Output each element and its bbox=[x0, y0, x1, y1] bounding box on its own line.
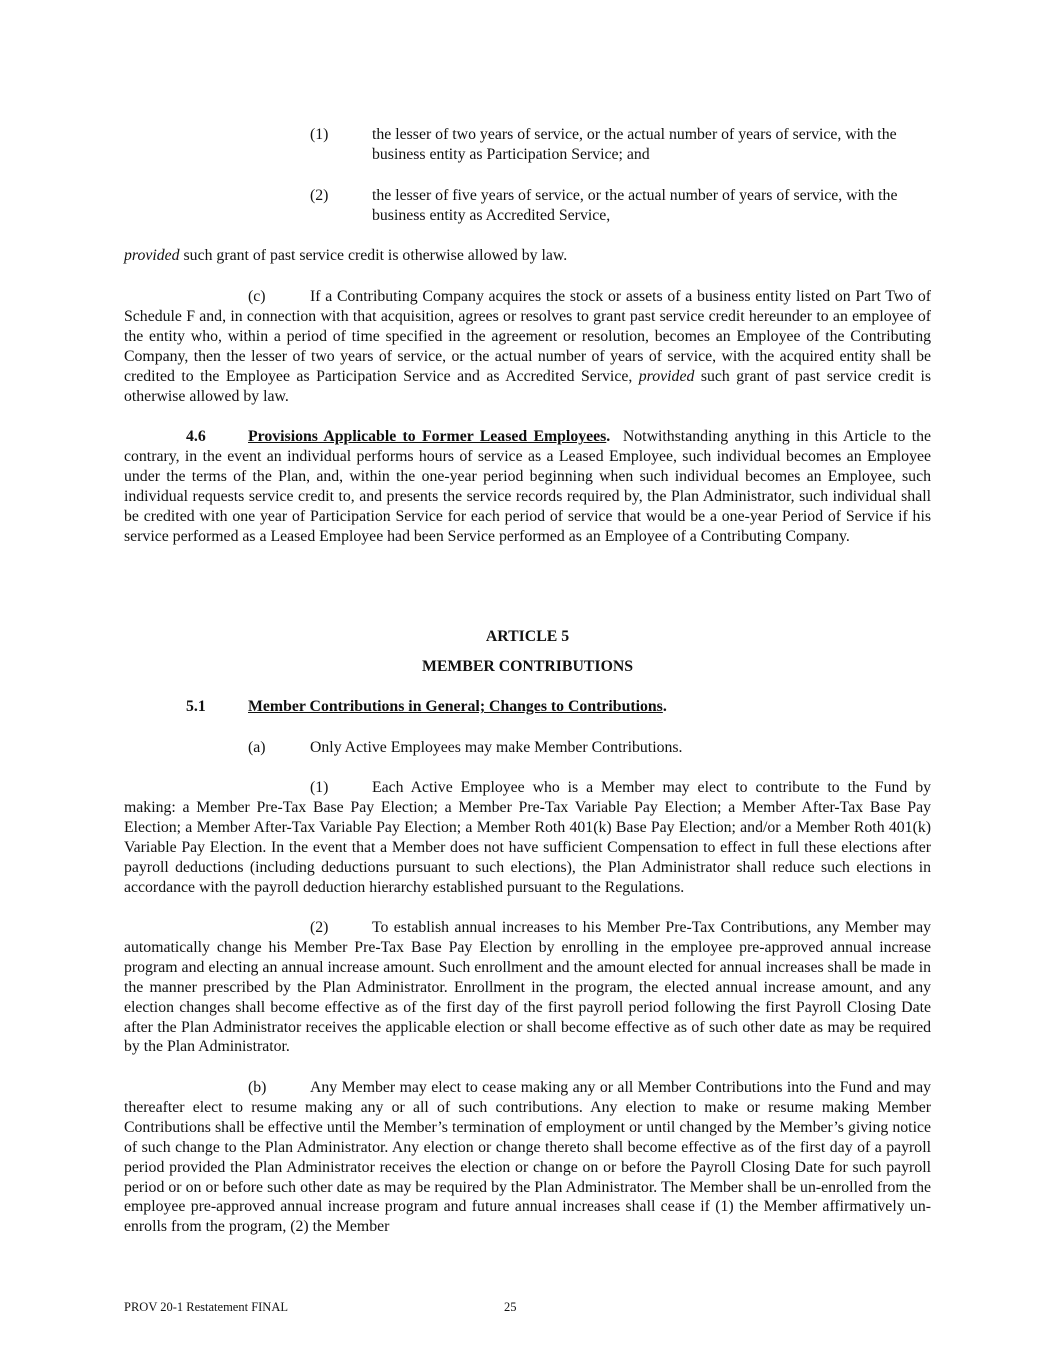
list-item-text: the lesser of two years of service, or the actual number of years of service, with the business entity as Participation Service; and bbox=[372, 126, 897, 163]
list-item-number: (2) bbox=[310, 187, 329, 204]
section-number: 5.1 bbox=[186, 698, 206, 715]
paragraph-a2 bbox=[124, 918, 931, 1057]
paragraph-b-text: Any Member may elect to cease making any or all Member Contributions into the Fund and may thereafter elect to resume making any or all of such contributions. Any election to make or resume making Member Contributions shall be effective until the Member’s termination of employment or until changed by the Member’s giving notice of such change to the Plan Administrator. Any election or change thereto shall become effective as of the first day of a payroll period provided the Plan Administrator receives the election or change on or before the Payroll Closing Date for such payroll period or on or before such other date as may be required by the Plan Administrator. The Member shall be un-enrolled from the employee pre-approved annual increase program and future annual increases shall cease if (1) the Member affirmatively un-enrolls from the program, (2) the Member bbox=[124, 1079, 931, 1236]
provided-clause bbox=[124, 246, 931, 266]
paragraph-a2-label: (2) bbox=[310, 919, 329, 936]
section-title: Member Contributions in General; Changes to Contributions bbox=[248, 698, 663, 715]
list-item bbox=[310, 125, 931, 165]
paragraph-a1-label: (1) bbox=[310, 779, 329, 796]
provided-italic: provided bbox=[124, 247, 180, 264]
paragraph-c-text: If a Contributing Company acquires the stock or assets of a business entity listed on Part Two of Schedule F and, in connection with that acquisition, agrees or resolves to grant past service credit hereunder to an employee of the entity who, within a period of time specified in the agreement or resolution, becomes an Employee of the Contributing Company, then the lesser of two years of service, or the actual number of years of service, with the acquired entity shall be credited to the Employee as Participation Service and as Accredited Service, bbox=[124, 288, 931, 385]
paragraph-a-text: Only Active Employees may make Member Contributions. bbox=[310, 739, 683, 756]
paragraph-a1-text: Each Active Employee who is a Member may elect to contribute to the Fund by making: a Member Pre-Tax Base Pay Election; a Member Pre-Tax Variable Pay Election; a Member After-Tax Base Pay Election; a Member After-Tax Variable Pay Election; a Member Roth 401(k) Base Pay Election; and/or a Member Roth 401(k) Variable Pay Election. In the event that a Member does not have sufficient Compensation to effect in full these elections after payroll deductions (including deductions pursuant to such elections), the Plan Administrator shall reduce such elections in accordance with the payroll deduction hierarchy established pursuant to the Regulations. bbox=[124, 779, 931, 896]
paragraph-b-label: (b) bbox=[248, 1079, 267, 1096]
section-5-1 bbox=[124, 697, 931, 717]
paragraph-a1 bbox=[124, 778, 931, 897]
paragraph-a2-text: To establish annual increases to his Member Pre-Tax Contributions, any Member may automatically change his Member Pre-Tax Base Pay Election by enrolling in the employee pre-approved annual increase program and electing an annual increase amount. Such enrollment and the amount elected for annual increases shall be made in the manner prescribed by the Plan Administrator. Enrollment in the program, the elected annual increase amount, and any election changes shall become effective as of the first day of the first payroll period following the first Payroll Closing Date after the Plan Administrator receives the applicable election or shall become effective as of such other date as may be required by the Plan Administrator. bbox=[124, 919, 931, 1056]
article-title: MEMBER CONTRIBUTIONS bbox=[421, 658, 634, 675]
paragraph-c bbox=[124, 287, 931, 406]
paragraph-c-label: (c) bbox=[248, 288, 266, 305]
section-title: Provisions Applicable to Former Leased Employees bbox=[248, 428, 607, 445]
section-text: Notwithstanding anything in this Article to the contrary, in the event an individual performs hours of service as a Leased Employee, such individual becomes an Employee under the terms of the Plan, and, within the one-year period beginning when such individual becomes an Employee, such individual requests service credit to, and presents the service records required by, the Plan Administrator, such individual shall be credited with one year of Participation Service for each period of service that would be a one-year Period of Service if his service performed as a Leased Employee had been Service performed as an Employee of a Contributing Company. bbox=[124, 428, 931, 545]
paragraph-b bbox=[124, 1078, 931, 1237]
page-number: 25 bbox=[504, 1300, 517, 1314]
list-item-text: the lesser of five years of service, or the actual number of years of service, with the business entity as Accredited Service, bbox=[372, 187, 898, 224]
paragraph-c-rest: such grant of past service credit is otherwise allowed by law. bbox=[124, 367, 931, 405]
footer-doc-id: PROV 20-1 Restatement FINAL bbox=[124, 1300, 288, 1314]
section-4-6 bbox=[124, 427, 931, 546]
paragraph-a-label: (a) bbox=[248, 739, 266, 756]
provided-text: such grant of past service credit is otherwise allowed by law. bbox=[179, 247, 568, 264]
paragraph-c-italic: provided bbox=[638, 367, 695, 385]
section-title-period: . bbox=[606, 428, 611, 445]
article-label: ARTICLE 5 bbox=[485, 628, 570, 645]
list-item-number: (1) bbox=[310, 126, 329, 143]
section-title-period: . bbox=[662, 698, 667, 715]
list-item bbox=[310, 186, 931, 226]
section-number: 4.6 bbox=[186, 428, 206, 445]
paragraph-a bbox=[124, 738, 931, 758]
